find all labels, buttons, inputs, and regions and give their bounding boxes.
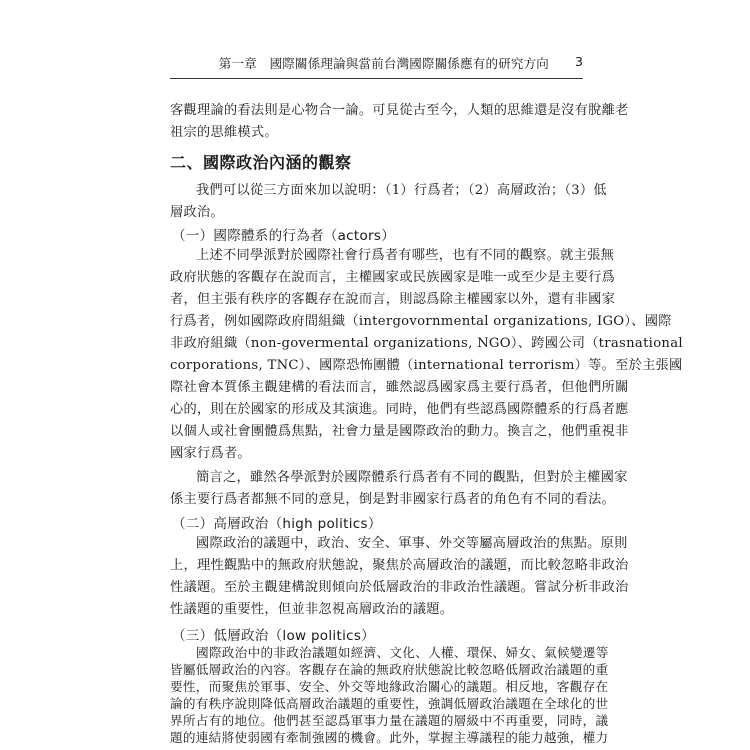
text-line: 行爲者，例如國際政府間組織（intergovornmental organizations, IGO）、國際 bbox=[170, 314, 672, 329]
text-line: 簡言之，雖然各學派對於國際體系行爲者有不同的觀點，但對於主權國家 bbox=[196, 470, 628, 485]
text-line: 要性，而聚焦於軍事、安全、外交等地緣政治關心的議題。相反地，客觀存在 bbox=[170, 679, 609, 694]
text-line: 係主要行爲者都無不同的意見，倒是對非國家行爲者的角色有不同的看法。 bbox=[170, 492, 616, 507]
text-line: 客觀理論的看法則是心物合一論。可見從古至今，人類的思維還是沒有脫離老 bbox=[170, 103, 629, 118]
text-line: 論的有秩序說則降低高層政治議題的重要性，強調低層政治議題在全球化的世 bbox=[170, 696, 609, 711]
chapter-title: 第一章 國際關係理論與當前台灣國際關係應有的研究方向 bbox=[218, 56, 549, 71]
text-line: 非政府組織（non-govermental organizations, NGO）、跨國公司（trasnational bbox=[170, 336, 683, 351]
text-line: 性議題的重要性，但並非忽視高層政治的議題。 bbox=[170, 602, 454, 617]
text-line: 心的，則在於國家的形成及其演進。同時，他們有些認爲國際體系的行爲者應 bbox=[170, 402, 629, 417]
text-line: 層政治。 bbox=[170, 205, 224, 220]
text-line: corporations, TNC）、國際恐怖團體（international terrorism）等。至於主張國 bbox=[170, 358, 683, 373]
text-line: 國際政治中的非政治議題如經濟、文化、人權、環保、婦女、氣候變遷等 bbox=[196, 645, 609, 660]
text-line: 者，但主張有秩序的客觀存在說而言，則認爲除主權國家以外，還有非國家 bbox=[170, 292, 616, 307]
text-line: 上述不同學派對於國際社會行爲者有哪些，也有不同的觀察。就主張無 bbox=[196, 248, 615, 263]
header-rule bbox=[170, 78, 583, 79]
text-line: 國際政治的議題中，政治、安全、軍事、外交等屬高層政治的焦點。原則 bbox=[196, 536, 628, 551]
text-line: 際社會本質係主觀建構的看法而言，雖然認爲國家爲主要行爲者，但他們所關 bbox=[170, 380, 629, 395]
text-line: 國家行爲者。 bbox=[170, 446, 251, 461]
text-line: 政府狀態的客觀存在說而言，主權國家或民族國家是唯一或至少是主要行爲 bbox=[170, 270, 616, 285]
running-header bbox=[170, 54, 583, 74]
text-line: 性議題。至於主觀建構說則傾向於低層政治的非政治性議題。嘗試分析非政治 bbox=[170, 580, 629, 595]
subsection-heading: （二）高層政治（high politics） bbox=[172, 516, 382, 532]
text-line: 題的連結將使弱國有牽制強國的機會。此外，掌握主導議程的能力越強，權力 bbox=[170, 730, 609, 745]
text-line: 界所占有的地位。他們甚至認爲軍事力量在議題的層級中不再重要，同時，議 bbox=[170, 713, 609, 728]
text-line: 我們可以從三方面來加以說明：（1）行爲者；（2）高層政治；（3）低 bbox=[196, 183, 607, 198]
section-heading: 二、國際政治內涵的觀察 bbox=[170, 153, 352, 172]
text-line: 上，理性觀點中的無政府狀態說，聚焦於高層政治的議題，而比較忽略非政治 bbox=[170, 558, 629, 573]
page-number: 3 bbox=[575, 54, 583, 69]
text-line: 祖宗的思維模式。 bbox=[170, 125, 278, 140]
subsection-heading: （一）國際體系的行為者（actors） bbox=[172, 228, 396, 244]
text-line: 以個人或社會團體爲焦點，社會力量是國際政治的動力。換言之，他們重視非 bbox=[170, 424, 629, 439]
text-line: 皆屬低層政治的內容。客觀存在論的無政府狀態說比較忽略低層政治議題的重 bbox=[170, 662, 609, 677]
subsection-heading: （三）低層政治（low politics） bbox=[172, 628, 375, 644]
